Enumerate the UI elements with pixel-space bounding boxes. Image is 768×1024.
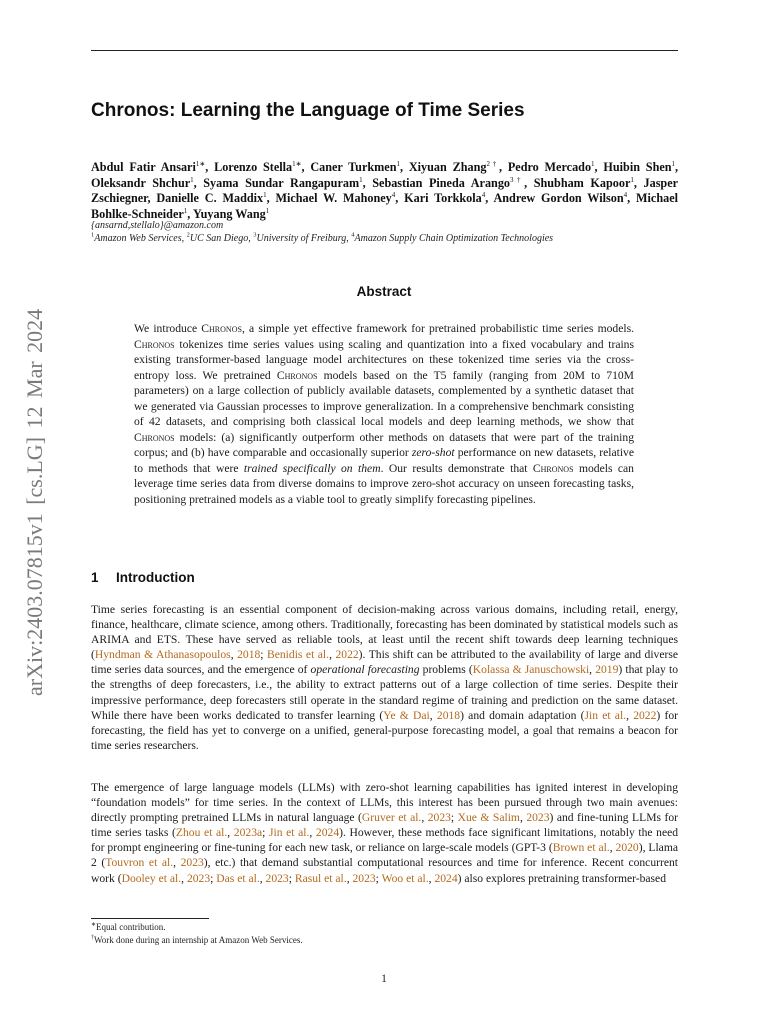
top-rule bbox=[91, 50, 678, 51]
citation-link[interactable]: 2023 bbox=[352, 871, 376, 885]
paper-title: Chronos: Learning the Language of Time Series bbox=[91, 100, 525, 121]
intro-paragraph-1: Time series forecasting is an essential component of decision-making across various domains, including retail, energy, finance, healthcare, climate science, among others. Traditionally, forecasting has been dominated by statistical models such as ARIMA and ETS. These have served as reliable tools, at least until the recent shift towards deep learning techniques (Hyndman & Athanasopoulos, 2018; Benidis et al., 2022). This shift can be attributed to the availability of large and diverse time series data sources, and the emergence of operational forecasting problems (Kolassa & Januschowski, 2019) that play to the strengths of deep forecasters, i.e., the ability to extract patterns out of a large collection of time series. Despite their impressive performance, deep forecasters still operate in the standard regime of training and prediction on the same dataset. While there have been works dedicated to transfer learning (Ye & Dai, 2018) and domain adaptation (Jin et al., 2022) for forecasting, the field has yet to converge on a unified, general-purpose forecasting model, a goal that remains a beacon for time series researchers. bbox=[91, 603, 679, 752]
model-name: Chronos bbox=[532, 461, 574, 475]
affiliation-name: University of Freiburg bbox=[256, 233, 347, 244]
section-title: Introduction bbox=[116, 570, 195, 585]
citation-link[interactable]: Jin et al. bbox=[584, 708, 627, 722]
model-name: Chronos bbox=[201, 322, 242, 335]
citation-link[interactable]: 2022 bbox=[633, 708, 657, 722]
citation-link[interactable]: 2018 bbox=[237, 648, 261, 662]
section-number: 1 bbox=[91, 570, 99, 585]
author-affiliation-mark: 1 bbox=[630, 175, 634, 184]
author-affiliation-mark: 2† bbox=[486, 159, 499, 168]
author-affiliation-mark: 1 bbox=[591, 159, 595, 168]
citation-link[interactable]: Brown et al. bbox=[552, 841, 610, 855]
footnote-rule bbox=[91, 918, 209, 919]
citation-link[interactable]: Dooley et al. bbox=[121, 871, 182, 885]
arxiv-identifier: arXiv:2403.07815v1 [cs.LG] 12 Mar 2024 bbox=[22, 308, 47, 696]
citation-link[interactable]: 2023 bbox=[265, 871, 289, 885]
footnote-text: Work done during an internship at Amazon Web Services. bbox=[94, 935, 303, 945]
author-name: Kari Torkkola bbox=[404, 191, 482, 206]
affiliation-mark: 4 bbox=[351, 231, 355, 239]
author-affiliation-mark: 1∗ bbox=[195, 159, 206, 168]
citation-link[interactable]: 2024 bbox=[434, 871, 458, 885]
citation-link[interactable]: Woo et al. bbox=[381, 871, 429, 885]
author-name: Michael W. Mahoney bbox=[275, 191, 392, 206]
citation-link[interactable]: 2020 bbox=[615, 841, 639, 855]
affiliation-name: Amazon Supply Chain Optimization Technologies bbox=[354, 233, 554, 244]
author-affiliation-mark: 1 bbox=[671, 159, 676, 168]
footnote-equal-contribution bbox=[91, 922, 591, 932]
abstract-heading: Abstract bbox=[356, 284, 412, 299]
author-affiliation-mark: 4 bbox=[481, 191, 486, 200]
model-name: Chronos bbox=[276, 368, 318, 382]
footnote-text: Equal contribution. bbox=[96, 922, 166, 932]
author-affiliation-mark: 4 bbox=[623, 191, 628, 200]
citation-link[interactable]: 2022 bbox=[335, 648, 359, 662]
model-name: Chronos bbox=[134, 430, 175, 444]
author-affiliation-mark: 4 bbox=[391, 191, 396, 200]
author-affiliation-mark: 1 bbox=[265, 206, 270, 215]
author-list: Abdul Fatir Ansari$^{1∗}$, Lorenzo Stella$^{1∗}$, Caner Turkmen$^1$, Xiyuan Zhang$^{2\dagger}$, Pedro Mercado$^1$, Huibin Shen$^1$, Oleksandr Shchur$^1$, Syama Sundar Rangapuram$^1$, Sebastian Pineda Arango$^{3\dagger}$, Shubham Kapoor$^1$, Jasper Zschiegner, Danielle C. Maddix$^1$, Michael W. Mahoney$^4$, Kari Torkkola$^4$, Andrew Gordon Wilson$^4$, Michael Bohlke-Schneider$^1$, Yuyang Wang$^1$ bbox=[91, 159, 679, 221]
author-name: Abdul Fatir Ansari bbox=[91, 160, 196, 174]
author-name: Michael Bohlke-Schneider bbox=[91, 191, 678, 221]
citation-link[interactable]: Rasul et al. bbox=[294, 871, 347, 885]
citation-link[interactable]: Kolassa & Januschowski bbox=[472, 663, 590, 677]
citation-link[interactable]: Hyndman & Athanasopoulos bbox=[94, 648, 231, 662]
citation-link[interactable]: 2023a bbox=[233, 826, 263, 840]
author-name: Xiyuan Zhang bbox=[408, 160, 487, 174]
citation-link[interactable]: Ye & Dai bbox=[383, 708, 430, 722]
author-affiliation-mark: 3† bbox=[510, 175, 525, 184]
author-affiliation-mark: 1 bbox=[183, 206, 188, 215]
citation-link[interactable]: Touvron et al. bbox=[105, 856, 174, 870]
citation-link[interactable]: Benidis et al. bbox=[267, 648, 330, 662]
affiliation-name: UC San Diego bbox=[189, 233, 249, 244]
section-heading bbox=[91, 570, 678, 585]
citation-link[interactable]: Zhou et al. bbox=[175, 826, 228, 840]
citation-link[interactable]: 2019 bbox=[595, 663, 619, 677]
citation-link[interactable]: 2023 bbox=[180, 856, 204, 870]
author-name: Danielle C. Maddix bbox=[156, 191, 264, 206]
author-name: Oleksandr Shchur bbox=[91, 175, 191, 190]
abstract-text: We introduce Chronos, a simple yet effective framework for pretrained probabilistic time series models. Chronos tokenizes time series values using scaling and quantization into a fixed vocabulary and trains existing transformer-based language model architectures on these tokenized time series via the cross-entropy loss. We pretrained Chronos models based on the T5 family (ranging from 20M to 710M parameters) on a large collection of publicly available datasets, complemented by a synthetic dataset that we generated via Gaussian processes to improve generalization. In a comprehensive benchmark consisting of 42 datasets, and comprising both classical local models and deep learning methods, we show that Chronos models: (a) significantly outperform other methods on datasets that were part of the training corpus; and (b) have comparable and occasionally superior zero-shot performance on new datasets, relative to methods that were trained specifically on them. Our results demonstrate that Chronos models can leverage time series data from diverse domains to improve zero-shot accuracy on unseen forecasting tasks, positioning pretrained models as a viable tool to greatly simplify forecasting pipelines. bbox=[134, 322, 634, 506]
author-name: Andrew Gordon Wilson bbox=[493, 191, 624, 206]
author-name: Huibin Shen bbox=[603, 160, 672, 174]
emphasis: operational forecasting bbox=[310, 663, 420, 677]
affiliation-mark: 1 bbox=[91, 231, 95, 239]
citation-link[interactable]: 2024 bbox=[315, 826, 340, 840]
author-affiliation-mark: 1 bbox=[396, 159, 400, 168]
citation-link[interactable]: 2018 bbox=[436, 708, 461, 722]
author-affiliation-mark: 1 bbox=[190, 175, 194, 184]
affiliations: $^1$Amazon Web Services, $^2$UC San Diego, $^3$University of Freiburg, $^4$Amazon Supply Chain Optimization Technologies bbox=[91, 231, 554, 244]
intro-paragraph-2: The emergence of large language models (LLMs) with zero-shot learning capabilities has ignited interest in developing “foundation models” for time series. In the context of LLMs, this interest has been pursued through two main avenues: directly prompting pretrained LLMs in natural language (Gruver et al., 2023; Xue & Salim, 2023) and fine-tuning LLMs for time series tasks (Zhou et al., 2023a; Jin et al., 2024). However, these methods face significant limitations, notably the need for prompt engineering or fine-tuning for each new task, or reliance on large-scale models (GPT-3 (Brown et al., 2020), Llama 2 (Touvron et al., 2023), etc.) that demand substantial computational resources and time for inference. Recent concurrent work (Dooley et al., 2023; Das et al., 2023; Rasul et al., 2023; Woo et al., 2024) also explores pretraining transformer-based bbox=[91, 781, 679, 885]
citation-link[interactable]: 2023 bbox=[526, 811, 550, 825]
contact-emails: {ansarnd,stellalo}@amazon.com bbox=[91, 220, 224, 231]
affiliation-name: Amazon Web Services bbox=[94, 233, 182, 244]
page-number: 1 bbox=[381, 972, 387, 985]
footnote-mark: ∗ bbox=[91, 922, 97, 928]
citation-link[interactable]: Gruver et al. bbox=[361, 811, 422, 825]
author-name: Lorenzo Stella bbox=[214, 160, 293, 174]
author-name: Syama Sundar Rangapuram bbox=[203, 175, 360, 190]
author-name: Sebastian Pineda Arango bbox=[372, 175, 511, 190]
affiliation-mark: 3 bbox=[253, 231, 257, 239]
emphasis: trained specifically on them bbox=[243, 461, 381, 475]
citation-link[interactable]: 2023 bbox=[427, 811, 451, 825]
author-name: Caner Turkmen bbox=[310, 160, 397, 174]
citation-link[interactable]: 2023 bbox=[186, 871, 211, 885]
footnote-internship bbox=[91, 935, 591, 945]
author-affiliation-mark: 1 bbox=[359, 175, 363, 184]
citation-link[interactable]: Jin et al. bbox=[268, 826, 310, 840]
author-name: Pedro Mercado bbox=[507, 160, 592, 174]
affiliation-mark: 2 bbox=[186, 231, 190, 239]
author-name: Shubham Kapoor bbox=[533, 175, 631, 190]
citation-link[interactable]: Xue & Salim bbox=[457, 811, 520, 825]
footnote-mark: † bbox=[91, 935, 94, 941]
emphasis: zero-shot bbox=[411, 446, 455, 459]
author-name: Yuyang Wang bbox=[192, 206, 266, 221]
author-name: Jasper Zschiegner bbox=[91, 175, 679, 206]
author-affiliation-mark: 1∗ bbox=[292, 159, 302, 168]
model-name: Chronos bbox=[134, 337, 175, 351]
citation-link[interactable]: Das et al. bbox=[216, 871, 260, 885]
author-affiliation-mark: 1 bbox=[263, 191, 267, 200]
